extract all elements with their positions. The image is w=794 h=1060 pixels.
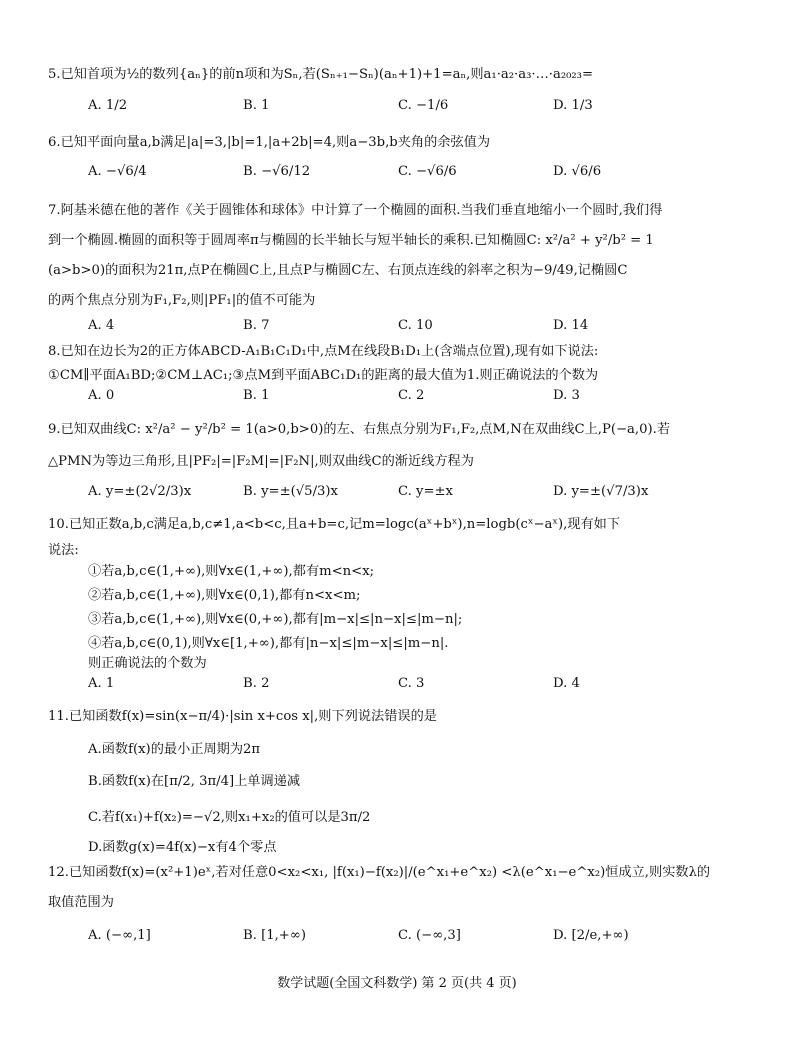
option-d: D. 14 (553, 318, 589, 333)
question-12 (48, 858, 748, 918)
question-10-options (88, 676, 748, 702)
statement-4: ④若a,b,c∈(0,1),则∀x∈[1,+∞),都有|n−x|≤|m−x|≤|m−n|. (88, 636, 449, 651)
question-10 (48, 512, 748, 564)
question-7-line-1: 7.阿基米德在他的著作《关于圆锥体和球体》中计算了一个椭圆的面积.当我们垂直地缩小一个圆时,我们得 (48, 203, 663, 218)
question-11-option-d: D.函数g(x)=4f(x)−x有4个零点 (88, 840, 277, 855)
question-7 (48, 196, 748, 316)
option-b: B. 1 (243, 98, 270, 113)
option-b: B. 1 (243, 388, 270, 403)
question-5 (48, 60, 748, 90)
option-d: D. 4 (553, 676, 580, 691)
option-a: A. (−∞,1] (88, 928, 151, 943)
question-8-line-1: 8.已知在边长为2的正方体ABCD-A₁B₁C₁D₁中,点M在线段B₁D₁上(含端点位置),现有如下说法: (48, 344, 599, 359)
option-a: A. 4 (88, 318, 115, 333)
question-8-options (88, 388, 748, 414)
option-b: B. 7 (243, 318, 270, 333)
question-11-option-b: B.函数f(x)在[π/2, 3π/4]上单调递减 (88, 774, 301, 789)
statement-3: ③若a,b,c∈(1,+∞),则∀x∈(0,+∞),都有|m−x|≤|n−x|≤|m−n|; (88, 612, 463, 627)
option-a: A. 0 (88, 388, 115, 403)
question-7-line-2: 到一个椭圆.椭圆的面积等于圆周率π与椭圆的长半轴长与短半轴长的乘积.已知椭圆C: x²/a² + y²/b² = 1 (48, 233, 654, 248)
option-d: D. 1/3 (553, 98, 593, 113)
question-11-stem: 11.已知函数f(x)=sin(x−π/4)·|sin x+cos x|,则下列说法错误的是 (48, 709, 437, 724)
option-b: B. y=±(√5/3)x (243, 484, 338, 499)
question-11 (48, 702, 748, 732)
question-10-line-1: 10.已知正数a,b,c满足a,b,c≠1,a<b<c,且a+b=c,记m=logc(aˣ+bˣ),n=logb(cˣ−aˣ),现有如下 (48, 517, 621, 532)
question-8-line-2: ①CM∥平面A₁BD;②CM⊥AC₁;③点M到平面ABC₁D₁的距离的最大值为1.则正确说法的个数为 (48, 368, 599, 383)
option-c: C. −1/6 (398, 98, 449, 113)
statement-1: ①若a,b,c∈(1,+∞),则∀x∈(1,+∞),都有m<n<x; (88, 564, 375, 579)
option-c: C. −√6/6 (398, 164, 457, 179)
option-b: B. −√6/12 (243, 164, 311, 179)
option-d: D. y=±(√7/3)x (553, 484, 649, 499)
option-a: A. −√6/4 (88, 164, 147, 179)
question-10-line-2: 说法: (48, 543, 79, 558)
question-11-option-a: A.函数f(x)的最小正周期为2π (88, 742, 261, 757)
question-12-line-2: 取值范围为 (48, 895, 114, 910)
question-7-line-4: 的两个焦点分别为F₁,F₂,则|PF₁|的值不可能为 (48, 293, 316, 308)
question-9-line-1: 9.已知双曲线C: x²/a² − y²/b² = 1(a>0,b>0)的左、右焦点分别为F₁,F₂,点M,N在双曲线C上,P(−a,0).若 (48, 422, 671, 437)
question-5-stem: 5.已知首项为½的数列{aₙ}的前n项和为Sₙ,若(Sₙ₊₁−Sₙ)(aₙ+1)+1=aₙ,则a₁·a₂·a₃·…·a₂₀₂₃= (48, 67, 594, 82)
question-12-options (88, 928, 748, 954)
statement-2: ②若a,b,c∈(1,+∞),则∀x∈(0,1),都有n<x<m; (88, 588, 361, 603)
page-footer: 数学试题(全国文科数学) 第 2 页(共 4 页) (277, 976, 517, 991)
option-d: D. √6/6 (553, 164, 602, 179)
question-7-line-3: (a>b>0)的面积为21π,点P在椭圆C上,且点P与椭圆C左、右顶点连线的斜率之积为−9/49,记椭圆C (48, 263, 628, 278)
option-c: C. (−∞,3] (398, 928, 461, 943)
question-9-line-2: △PMN为等边三角形,且|PF₂|=|F₂M|=|F₂N|,则双曲线C的渐近线方程为 (48, 454, 474, 469)
option-a: A. 1 (88, 676, 115, 691)
question-9 (48, 414, 748, 478)
question-12-line-1: 12.已知函数f(x)=(x²+1)eˣ,若对任意0<x₂<x₁, |f(x₁)−f(x₂)|/(e^x₁+e^x₂) <λ(e^x₁−e^x₂)恒成立,则实数λ的 (48, 865, 711, 880)
question-6-stem: 6.已知平面向量a,b满足|a|=3,|b|=1,|a+2b|=4,则a−3b,b夹角的余弦值为 (48, 135, 491, 150)
question-10-line-3: 则正确说法的个数为 (88, 656, 207, 671)
option-d: D. [2/e,+∞) (553, 928, 629, 943)
question-5-options (88, 98, 748, 124)
option-c: C. 10 (398, 318, 433, 333)
question-8 (48, 340, 748, 388)
option-b: B. 2 (243, 676, 270, 691)
option-d: D. 3 (553, 388, 580, 403)
question-6-options (88, 164, 748, 190)
option-c: C. 2 (398, 388, 425, 403)
option-a: A. 1/2 (88, 98, 128, 113)
option-c: C. 3 (398, 676, 425, 691)
option-b: B. [1,+∞) (243, 928, 306, 943)
question-11-option-c: C.若f(x₁)+f(x₂)=−√2,则x₁+x₂的值可以是3π/2 (88, 810, 371, 825)
option-a: A. y=±(2√2/3)x (88, 484, 192, 499)
question-6 (48, 128, 748, 158)
option-c: C. y=±x (398, 484, 453, 499)
question-9-options (88, 484, 748, 510)
